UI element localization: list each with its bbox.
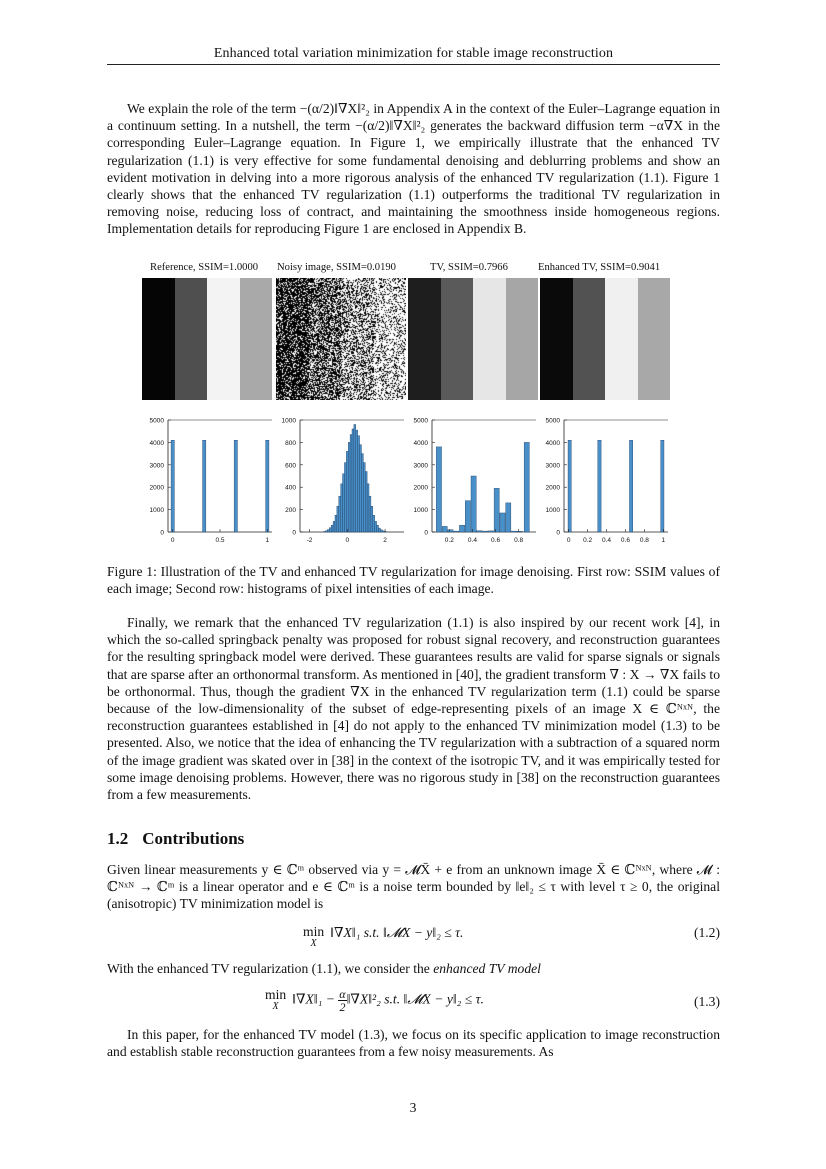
- para4-prefix: With the enhanced TV regularization (1.1), we consider the: [107, 961, 434, 976]
- enhanced-tv-image: [540, 278, 670, 400]
- eq12-body: ‖∇X‖₁ s.t. ‖𝓜X − y‖₂ ≤ τ.: [330, 925, 464, 940]
- paragraph-measurements: Given linear measurements y ∈ ℂᵐ observed via y = 𝓜X̄ + e from an unknown image X̄ ∈ ℂᴺˣᴺ, where 𝓜 : ℂᴺˣᴺ → ℂᵐ is a linear operator and e ∈ ℂᵐ is a noise term bounded by ‖e‖₂ ≤ τ with level τ ≥ 0, the original (anisotropic) TV minimization model is: [107, 862, 720, 912]
- histogram-bar: [506, 503, 511, 532]
- histogram-bar: [500, 513, 505, 532]
- histogram-bar: [488, 531, 493, 532]
- histogram-bar: [371, 506, 373, 532]
- y-tick-label: 800: [285, 439, 296, 447]
- histogram-noisy: [272, 412, 408, 547]
- y-tick-label: 2000: [413, 484, 428, 492]
- equation-number-1-2: (1.2): [693, 925, 720, 940]
- x-tick-label: 0.8: [514, 537, 524, 544]
- histogram-bar: [477, 531, 482, 532]
- eq13-frac-numerator: α: [339, 987, 346, 1001]
- image-stripe-3: [473, 278, 506, 400]
- section-title: Contributions: [142, 829, 245, 848]
- x-tick-label: 0: [345, 537, 350, 544]
- histogram-bar: [661, 440, 664, 532]
- histogram-bar: [494, 488, 499, 532]
- histogram-bar: [568, 440, 571, 532]
- y-tick-label: 3000: [413, 462, 428, 470]
- image-stripe-4: [638, 278, 671, 400]
- histogram-bar: [234, 440, 237, 532]
- histogram-bar: [327, 530, 329, 532]
- running-header: Enhanced total variation minimization for stable image reconstruction: [213, 46, 614, 61]
- paragraph-springback-remark: Finally, we remark that the enhanced TV regularization (1.1) is also inspired by our recent work [4], in which the so-called springback penalty was proposed for robust signal recovery, and reconstruction guarantees for the resulting springback model were derived. These guarantees results are valid for sparse signals or signals that are sparse after an orthonormal transform. As mentioned in [40], the gradient transform ∇ : X → ∇X fails to be orthonormal. Thus, though the gradient ∇X in the enhanced TV regularization term (1.1) could be sparse because of the low-dimensionality of the subset of edge-representing pixels of an image X ∈ ℂᴺˣᴺ, the reconstruction guarantees established in [4] do not apply to the enhanced TV minimization model (1.3) to be presented. Also, we notice that the idea of enhancing the TV regularization with a subtraction of a squared norm of the image gradient was skated over in [38] in the context of the isotropic TV, and it was empirically tested for some image denoising problems. However, there was no rigorous study in [38] on the reconstruction guarantees from a few measurements.: [107, 615, 720, 803]
- y-tick-label: 0: [424, 529, 428, 537]
- image-stripe-4: [240, 278, 273, 400]
- y-tick-label: 4000: [149, 439, 164, 447]
- panel-title-noisy: Noisy image, SSIM=0.0190: [277, 262, 396, 273]
- histogram-enhanced-tv: [536, 412, 672, 547]
- panel-title-reference: Reference, SSIM=1.0000: [150, 262, 259, 273]
- y-tick-label: 5000: [545, 417, 560, 425]
- histogram-bar: [377, 525, 379, 532]
- histogram-reference: [140, 412, 276, 547]
- y-tick-label: 1000: [545, 507, 560, 515]
- histogram-bar: [346, 451, 348, 532]
- y-tick-label: 0: [160, 529, 164, 537]
- histogram-bar: [171, 440, 174, 532]
- histogram-bar: [331, 525, 333, 532]
- y-tick-label: 600: [285, 462, 296, 470]
- histogram-bar: [448, 530, 453, 532]
- histogram-bar: [343, 474, 345, 532]
- histogram-bar: [363, 463, 365, 532]
- histogram-bar: [629, 440, 632, 532]
- histogram-bar: [358, 436, 360, 532]
- x-tick-label: 0.2: [583, 537, 593, 544]
- histogram-bar: [380, 530, 382, 532]
- panel-title-tv: TV, SSIM=0.7966: [430, 262, 508, 273]
- image-stripe-1: [142, 278, 175, 400]
- x-tick-label: 1: [661, 537, 666, 544]
- section-heading-contributions: [107, 829, 244, 849]
- histogram-bar: [465, 501, 470, 532]
- histogram-bar: [442, 526, 447, 532]
- histogram-bar: [339, 496, 341, 532]
- y-tick-label: 200: [285, 507, 296, 515]
- x-tick-label: 0.8: [639, 537, 649, 544]
- histogram-bar: [378, 528, 380, 532]
- histogram-bar: [454, 531, 459, 532]
- x-tick-label: 2: [383, 537, 387, 544]
- x-tick-label: 0: [170, 537, 175, 544]
- equation-1-2: [107, 925, 720, 955]
- y-tick-label: 3000: [545, 462, 560, 470]
- image-stripe-2: [441, 278, 474, 400]
- histogram-bar: [335, 515, 337, 532]
- histogram-bar: [337, 506, 339, 532]
- section-number: 1.2: [107, 829, 129, 848]
- histogram-bar: [365, 472, 367, 532]
- y-tick-label: 4000: [413, 439, 428, 447]
- x-tick-label: 0: [566, 537, 571, 544]
- histogram-bar: [356, 430, 358, 532]
- x-tick-label: -2: [306, 537, 313, 544]
- histogram-bar: [329, 528, 331, 532]
- y-tick-label: 1000: [149, 507, 164, 515]
- reference-image: [142, 278, 272, 400]
- histogram-bar: [352, 429, 354, 532]
- y-tick-label: 4000: [545, 439, 560, 447]
- histogram-tv: [404, 412, 540, 547]
- histogram-bar: [326, 531, 328, 532]
- para4-emphasis: enhanced TV model: [433, 961, 541, 976]
- image-stripe-3: [605, 278, 638, 400]
- histogram-bar: [375, 521, 377, 532]
- histogram-bar: [511, 531, 516, 532]
- histogram-bar: [598, 440, 601, 532]
- y-tick-label: 0: [292, 529, 296, 537]
- x-tick-label: 0.6: [491, 537, 501, 544]
- paragraph-enhanced-model-intro: [107, 960, 720, 977]
- histogram-bar: [367, 484, 369, 532]
- histogram-bar: [341, 484, 343, 532]
- histogram-bar: [373, 515, 375, 532]
- x-tick-label: 1: [265, 537, 270, 544]
- histogram-bar: [361, 454, 363, 532]
- eq13-min-subscript: X: [272, 1001, 279, 1012]
- y-tick-label: 0: [556, 529, 560, 537]
- histogram-bar: [483, 531, 488, 532]
- eq13-frac-denominator: 2: [339, 1000, 346, 1014]
- eq12-min-operator: min: [303, 924, 325, 939]
- histogram-bar: [436, 447, 441, 532]
- x-tick-label: 0.2: [444, 537, 454, 544]
- noisy-image: [276, 278, 406, 400]
- x-tick-label: 0.4: [467, 537, 477, 544]
- eq12-min-subscript: X: [310, 938, 317, 949]
- image-stripe-4: [506, 278, 539, 400]
- y-tick-label: 2000: [149, 484, 164, 492]
- paragraph-this-paper: In this paper, for the enhanced TV model (1.3), we focus on its specific application to image reconstruction and establish stable reconstruction guarantees from a few noisy measurements. As: [107, 1027, 720, 1060]
- histogram-bar: [360, 445, 362, 532]
- panel-title-enhanced-tv: Enhanced TV, SSIM=0.9041: [538, 262, 661, 273]
- histogram-bar: [350, 435, 352, 532]
- y-tick-label: 400: [285, 484, 296, 492]
- histogram-bar: [369, 496, 371, 532]
- equation-number-1-3: (1.3): [693, 994, 720, 1009]
- histogram-bar: [324, 531, 326, 532]
- paragraph-role-of-term: We explain the role of the term −(α/2)‖∇X‖²₂ in Appendix A in the context of the Euler–Lagrange equation in a continuum setting. In a nutshell, the term −(α/2)‖∇X‖²₂ generates the backward diffusion term −α∇X in the corresponding Euler–Lagrange equation. In Figure 1, we empirically illustrate that the enhanced TV regularization (1.1) is very effective for some fundamental denoising and deblurring problems and show an evident motivation in delving into a more rigorous analysis of the enhanced TV regularization (1.1). Figure 1 clearly shows that the enhanced TV regularization (1.1) outperforms the traditional TV regularization in removing noise, reducing loss of contract, and maintaining the smoothness inside homogeneous regions. Implementation details for reproducing Figure 1 are enclosed in Appendix B.: [107, 101, 720, 237]
- histogram-bar: [203, 440, 206, 532]
- y-tick-label: 2000: [545, 484, 560, 492]
- y-tick-label: 5000: [413, 417, 428, 425]
- eq13-part1: ‖∇X‖₁ −: [292, 991, 335, 1007]
- histogram-bar: [354, 424, 356, 532]
- image-stripe-1: [540, 278, 573, 400]
- figure-1: [140, 262, 686, 547]
- y-tick-label: 1000: [281, 417, 296, 425]
- histogram-bar: [344, 463, 346, 532]
- x-tick-label: 0.6: [620, 537, 630, 544]
- image-stripe-2: [175, 278, 208, 400]
- histogram-bar: [382, 531, 384, 532]
- histogram-bar: [333, 521, 335, 532]
- tv-image: [408, 278, 538, 400]
- eq13-part2: ‖∇X‖²₂ s.t. ‖𝓜X − y‖₂ ≤ τ.: [346, 991, 484, 1007]
- histogram-bar: [348, 442, 350, 532]
- y-tick-label: 1000: [413, 507, 428, 515]
- figure-1-caption: Figure 1: Illustration of the TV and enhanced TV regularization for image denoising. First row: SSIM values of each image; Second row: histograms of pixel intensities of each image.: [107, 564, 720, 597]
- histogram-bar: [459, 525, 464, 532]
- histogram-bar: [471, 476, 476, 532]
- y-tick-label: 5000: [149, 417, 164, 425]
- image-stripe-2: [573, 278, 606, 400]
- x-tick-label: 0.5: [215, 537, 225, 544]
- equation-1-3: [107, 988, 720, 1018]
- histogram-bar: [517, 531, 522, 532]
- page-number: 3: [409, 1100, 417, 1115]
- header-rule: [107, 64, 720, 65]
- histogram-bar: [266, 440, 269, 532]
- eq13-min-operator: min: [265, 987, 287, 1002]
- image-stripe-1: [408, 278, 441, 400]
- y-tick-label: 3000: [149, 462, 164, 470]
- histogram-bar: [524, 442, 529, 532]
- x-tick-label: 0.4: [602, 537, 612, 544]
- image-stripe-3: [207, 278, 240, 400]
